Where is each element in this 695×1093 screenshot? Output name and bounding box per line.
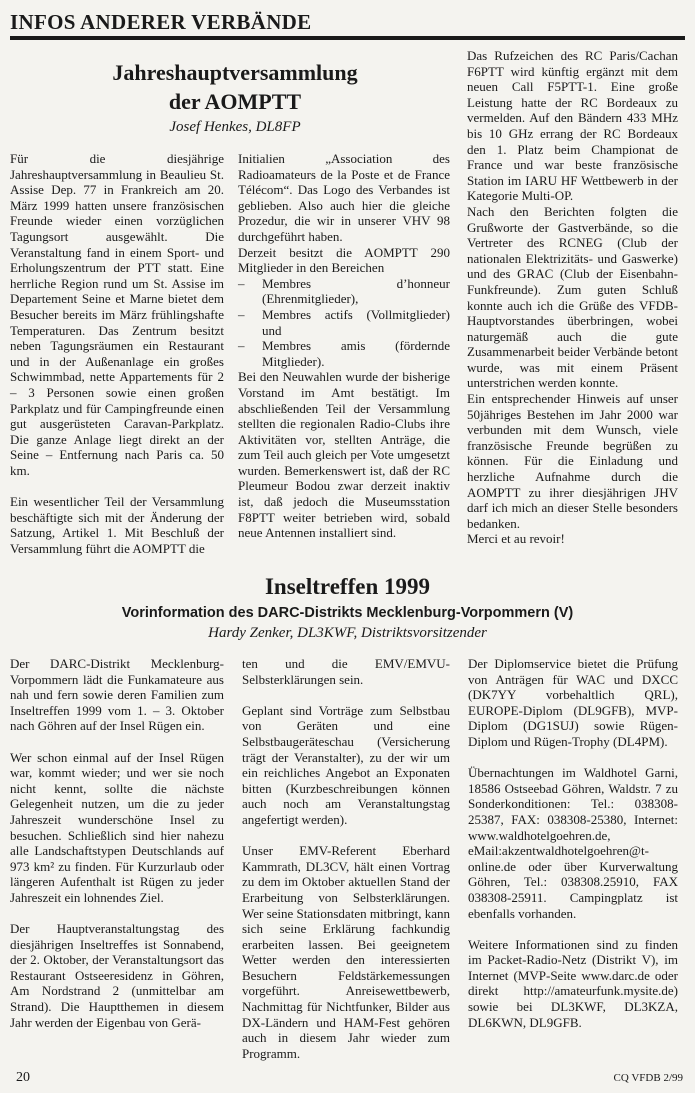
article2-column-3 — [468, 656, 678, 1030]
paragraph: Wer schon einmal auf der Insel Rügen war, kommt wieder; und wer sie noch nicht kennt, sollte die nächste Gelegenheit nutzen, um die zu jeder Jahreszeit wunderschöne Insel zu besuchen. Schließlich sind hier nahezu alle Landschaftstypen Deutschlands auf 973 km² zu finden. Für Kurzurlaub oder längeren Aufenthalt ist Rügen zu jeder Jahreszeit ein lohnendes Ziel. — [10, 749, 224, 905]
list-item-text: Membres amis (fördernde Mitglieder). — [262, 338, 450, 369]
paragraph: Merci et au revoir! — [467, 531, 565, 547]
paragraph: Nach den Berichten folgten die Grußworte der Gastverbände, so die Vertreter des RCNEG (Club der nationalen Elektrizitäts- und Gaswerke) und des GRAC (Club der Eisenbahn-Funkfreunde). Zum guten Schluß konnte auch ich die Grüße des VFDB-Hauptvorstandes überbringen, wobei naturgemäß auch die gute Zusammenarbeit beider Verbände betont wurde, was mit einem Präsent unterstrichen werden konnte. — [467, 203, 678, 391]
article2-column-2 — [242, 656, 450, 1061]
article1-column-1 — [10, 151, 224, 556]
list-item — [238, 338, 450, 369]
list-dash: – — [238, 338, 245, 354]
page-number: 20 — [16, 1070, 30, 1085]
paragraph: ten und die EMV/EMVU-Selbsterklärungen sein. — [242, 656, 450, 687]
paragraph: Der Hauptveranstaltungstag des diesjährigen Inseltreffes ist Sonnabend, der 2. Oktober, der Veranstaltungsort das Restaurant Ostseeresidenz in Göhren, Am Nordstrand 2 (unmittelbar am Strand). Die Hauptthemen in diesem Jahr werden der Eigenbau von Gerä- — [10, 921, 224, 1030]
paragraph: Derzeit besitzt die AOMPTT 290 Mitglieder in den Bereichen — [238, 244, 450, 276]
paragraph: Weitere Informationen sind zu finden im Packet-Radio-Netz (Distrikt V), im Internet (MVP-Seite www.darc.de oder direkt http://amateurfunk.mysite.de) sowie bei DL3KWF, DL3KZA, DL6KWN, DL9GFB. — [468, 936, 678, 1030]
article2-subtitle: Vorinformation des DARC-Distrikts Mecklenburg-Vorpommern (V) — [121, 605, 574, 621]
article1-column-3 — [467, 48, 678, 547]
list-item-text: Membres actifs (Vollmitglieder) und — [262, 306, 450, 338]
paragraph: Initialien „Association des Radioamateurs de la Poste et de France Télécom“. Das Logo des Verbandes ist geblieben. Also auch hier die gleiche Prozedur, die wir in unserer VHV 98 durchgeführt haben. — [238, 151, 450, 244]
list-item — [238, 276, 450, 307]
paragraph: Unser EMV-Referent Eberhard Kammrath, DL3CV, hält einen Vortrag zu dem im Oktober aktuellen Stand der Erarbeitung von Selbsterklärungen. Wer seine Stationsdaten mitbringt, kann sich seine Erklärung fachkundig erarbeiten lassen. Bei geeignetem Wetter werden den interessierten Besuchern Feldstärkemessungen vorgeführt. Anreisewettbewerb, Nachmittag für Nichtfunker, Bilder aus DX-Ländern und HAM-Fest gehören auch in diesem Jahr wieder zum Programm. — [242, 843, 450, 1061]
header-rule — [10, 36, 685, 40]
article1-column-2 — [238, 151, 450, 541]
paragraph: Ein wesentlicher Teil der Versammlung beschäftigte sich mit der Änderung der Satzung, Artikel 1. Mit Beschluß der Versammlung führt die AOMPTT die — [10, 494, 224, 556]
article2-title: Inseltreffen 1999 — [264, 574, 431, 599]
paragraph: Das Rufzeichen des RC Paris/Cachan F6PTT wird künftig ergänzt mit dem neuen Call F5PTT-1. Eine große Leistung hatte der RC Bordeaux zu vermelden. Auf den Bändern 433 MHz bis 10 GHz errang der RC Bordeaux den 1. Platz beim Championat de France und war beste französische Station im IARU HF Wettbewerb in der Kategorie Multi-OP. — [467, 48, 678, 204]
article1-title-line1: Jahreshauptversammlung — [112, 60, 358, 85]
article1-title-line2: der AOMPTT — [168, 89, 302, 114]
list-item — [238, 307, 450, 338]
paragraph: Geplant sind Vorträge zum Selbstbau von Geräten und eine Selbstbaugeräteschau (Versicherung trägt der Veranstalter), zu der wir um ein reichliches Angebot an Exponaten bitten (Kurzbeschreibungen können auch noch am Veranstaltungstag angefertigt werden). — [242, 702, 450, 827]
list-item-text: Membres d’honneur (Ehrenmitglieder), — [262, 275, 450, 307]
article2-author: Hardy Zenker, DL3KWF, Distriktsvorsitzender — [208, 625, 487, 641]
list-dash: – — [238, 306, 245, 322]
paragraph: Ein entsprechender Hinweis auf unser 50jähriges Bestehen im Jahr 2000 war verbunden mit dem Wunsch, viele französische Freunde begrüßen zu können. Für die Einladung und herzliche Aufnahme durch die AOMPTT zu ihrer diesjährigen JHV darf ich mich an dieser Stelle besonders bedanken. — [467, 391, 678, 531]
section-header: INFOS ANDERER VERBÄNDE — [10, 10, 312, 34]
paragraph: Der Diplomservice bietet die Prüfung von Anträgen für WAC und DXCC (DK7YY vorbehaltlich QRL), EUROPE-Diplom (DL9GFB), MVP-Diplom (DG1SUJ) sowie Rügen-Diplom und Rügen-Trophy (DL4PM). — [468, 656, 678, 749]
article2-column-1 — [10, 656, 224, 1030]
list-dash: – — [238, 275, 245, 291]
paragraph: Der DARC-Distrikt Mecklenburg-Vorpommern lädt die Funkamateure aus nah und fern sowie deren Familien zum Inseltreffen 1999 vom 1. – 3. Oktober nach Göhren auf der Insel Rügen ein. — [10, 656, 224, 734]
paragraph: Übernachtungen im Waldhotel Garni, 18586 Ostseebad Göhren, Waldstr. 7 zu Sonderkonditionen: Tel.: 038308-25387, FAX: 038308-25380, Internet: www.waldhotelgoehren.de, eMail:akzentwaldhotelgoehren@t-online.de oder über Kurverwaltung Göhren, Tel.: 038308.25910, FAX 038308-25911. Campingplatz ist ebenfalls vorhanden. — [468, 765, 678, 921]
paragraph: Für die diesjährige Jahreshauptversammlung in Beaulieu St. Assise Dep. 77 in Frankreich am 20. März 1999 hatten unsere französischen Freunde wieder einen vorzüglichen Tagungsort ausgewählt. Die Veranstaltung fand in einem Sport- und Erholungszentrum der PTT statt. Eine herrliche Region rund um St. Assise im Departement Seine et Marne bietet dem Besucher bereits im März frühlingshafte Temperaturen. Das Zentrum besitzt neben Tagungsräumen ein Restaurant und in der Außenanlage ein großes Schwimmbad, nette Appartements für 2 – 3 Personen sowie einen großen Parkplatz und für Campingfreunde einen gut ausgerüsteten Caravan-Parkplatz. Die ganze Anlage liegt direkt an der Seine – Entfernung nach Paris ca. 50 km. — [10, 151, 224, 478]
issue-label: CQ VFDB 2/99 — [613, 1072, 683, 1084]
paragraph: Bei den Neuwahlen wurde der bisherige Vorstand im Amt bestätigt. Im abschließenden Teil der Versammlung stellten die regionalen Radio-Clubs ihre Aktivitäten vor, stellten Anträge, die zum Teil auch gleich per Vote umgesetzt wurden. Bemerkenswert ist, daß der RC Pleumeur Bodou zwar derzeit inaktiv ist, daß jedoch die Museumsstation F8PTT weiter betrieben wird, sobald neue Antennen installiert sind. — [238, 369, 450, 541]
article1-author: Josef Henkes, DL8FP — [169, 119, 301, 135]
